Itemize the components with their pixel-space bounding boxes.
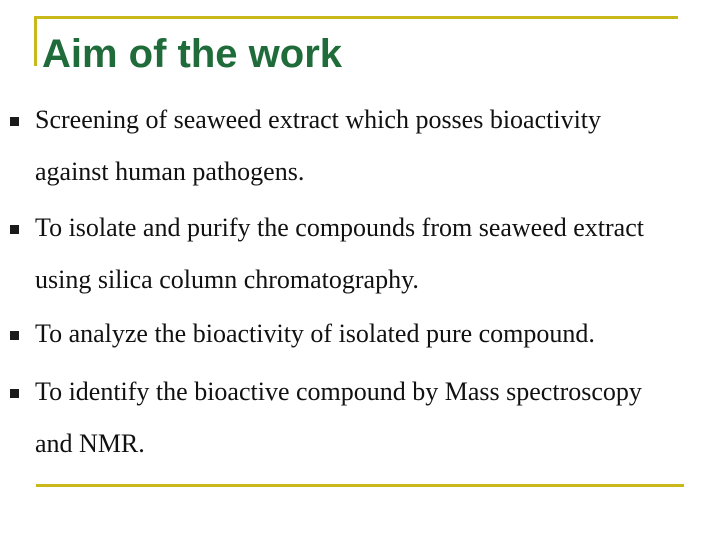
bullet-text: To analyze the bioactivity of isolated pure compound. [35, 319, 595, 348]
square-bullet-icon [10, 117, 19, 126]
slide-title: Aim of the work [42, 32, 343, 76]
bullet-text: Screening of seaweed extract which posses bioactivity against human pathogens. [35, 105, 602, 186]
square-bullet-icon [10, 389, 19, 398]
square-bullet-icon [10, 225, 19, 234]
bullet-text: To isolate and purify the compounds from seaweed extract using silica column chromatography. [35, 213, 644, 294]
bullet-text: To identify the bioactive compound by Mass spectroscopy and NMR. [35, 377, 642, 458]
bottom-accent-rule [36, 484, 684, 487]
square-bullet-icon [10, 331, 19, 340]
